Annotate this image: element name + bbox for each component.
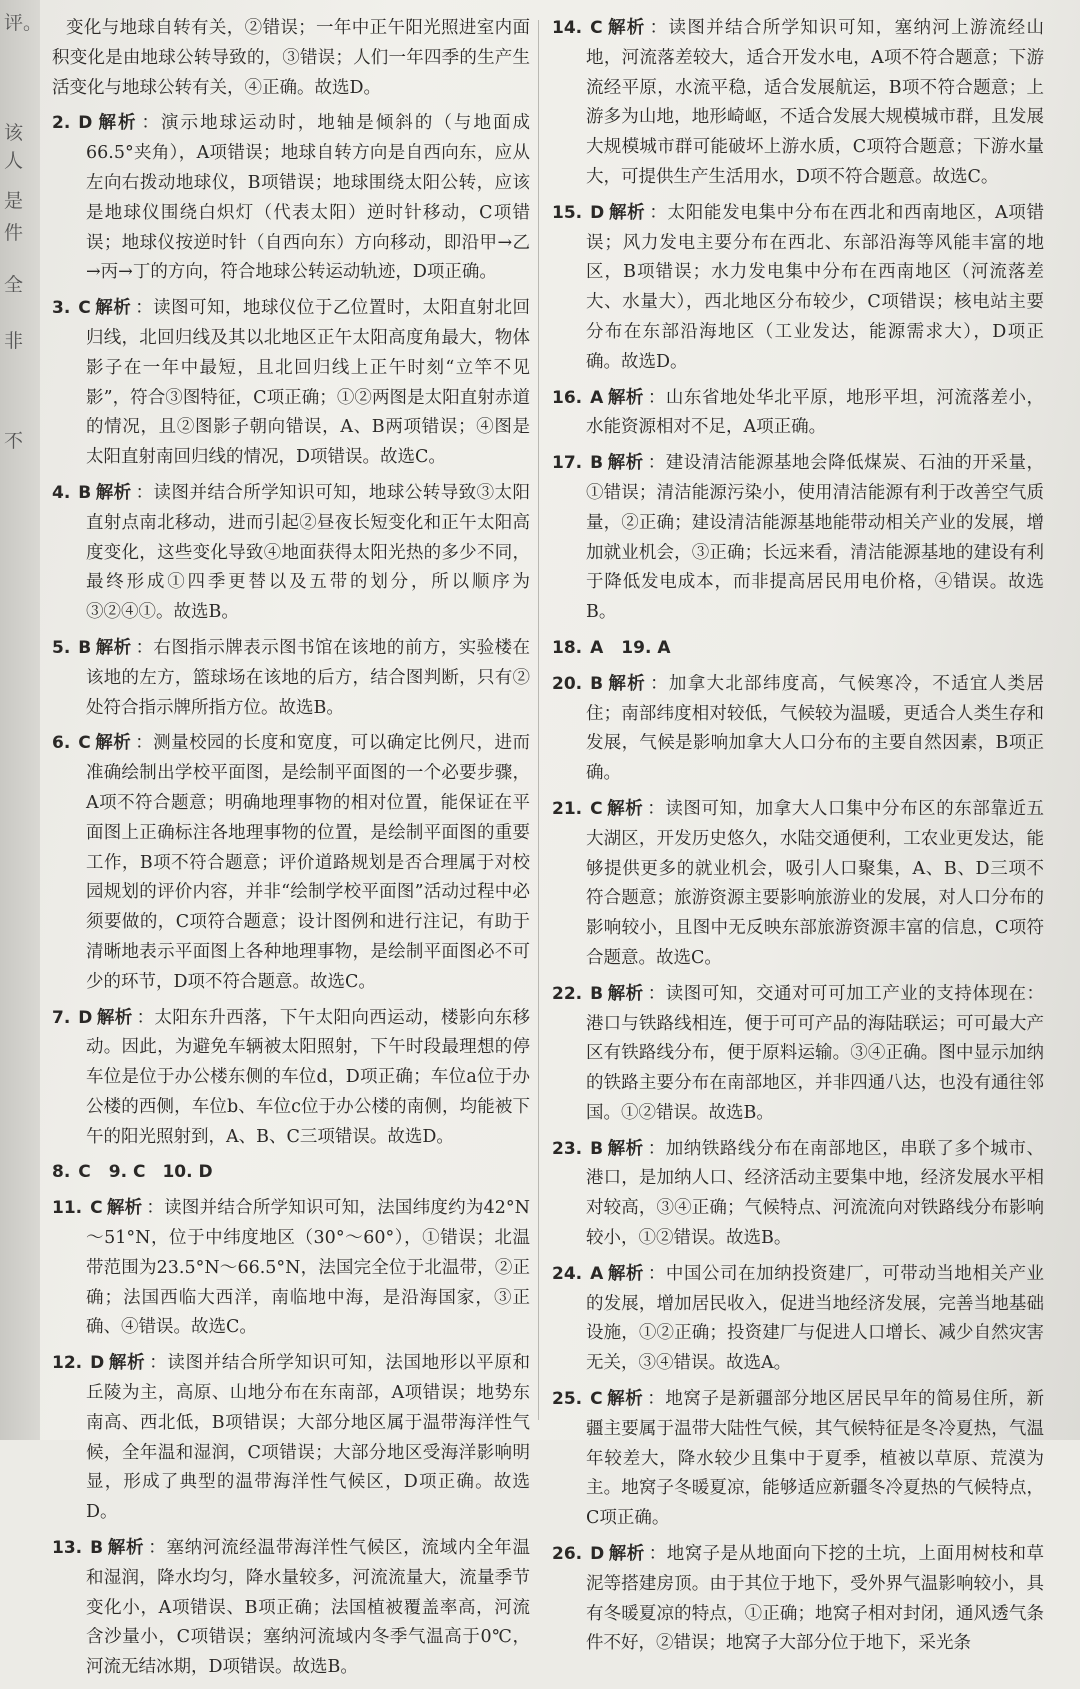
analysis-label: 解析 — [108, 1353, 146, 1374]
answer-item — [552, 14, 1044, 193]
margin-glyph: 评。 — [4, 12, 43, 34]
answer-letter: D — [90, 1353, 105, 1374]
answer-item — [52, 1194, 530, 1343]
answer-letter: D — [590, 202, 605, 223]
analysis-text: ：测量校园的长度和宽度，可以确定比例尺，进而准确绘制出学校平面图，是绘制平面图的一个必要步骤，A项不符合题意；明确地理事物的相对位置，能保证在平面图上正确标注各地理事物的位置，是绘制平面图的重要工作，B项不符合题意；评价道路规划是否合理属于对校园规划的评价内容，并非“绘制学校平面图”活动过程中必须要做的，C项符合题意；设计图例和进行注记，有助于清晰地表示平面图上各种地理事物，是绘制平面图必不可少的环节，D项不符合题意。故选C。 — [86, 733, 530, 992]
analysis-label: 解析 — [608, 202, 646, 223]
answer-item — [552, 449, 1044, 628]
answer-letter: D — [78, 113, 93, 134]
question-number: 8. — [52, 1162, 71, 1183]
question-number: 6. — [52, 733, 71, 754]
analysis-text: ：地窝子是从地面向下挖的土坑，上面用树枝和草泥等搭建房顶。由于其位于地下，受外界气温影响较小，具有冬暖夏凉的特点，①正确；地窝子相对封闭，通风透气条件不好，②错误；地窝子大部分位于地下，采光条 — [586, 1544, 1044, 1654]
question-number: 25. — [552, 1389, 583, 1410]
answer-letter: C — [590, 1389, 603, 1410]
question-number: 21. — [552, 798, 583, 819]
analysis-text: ：中国公司在加纳投资建厂，可带动当地相关产业的发展，增加居民收入，促进当地经济发展，完善当地基础设施，①②正确；投资建厂与促进人口增长、减少自然灾害无关，③④错误。故选A。 — [586, 1263, 1044, 1374]
analysis-text: ：读图可知，地球仪位于乙位置时，太阳直射北回归线，北回归线及其以北地区正午太阳高度角最大，物体影子在一年中最短，且北回归线上正午时刻“立竿不见影”，符合③图特征，C项正确；①②两图是太阳直射赤道的情况，且②图影子朝向错误，A、B两项错误；④图是太阳直射南回归线的情况，D项错误。故选C。 — [86, 298, 530, 468]
answer-letter: C — [78, 733, 91, 754]
answer-letter: B — [78, 482, 92, 503]
analysis-text: ：加纳铁路线分布在南部地区，串联了多个城市、港口，是加纳人口、经济活动主要集中地，经济发展水平相对较高，③④正确；气候特点、河流流向对铁路线分布影响较小，①②错误。故选B。 — [586, 1138, 1044, 1249]
previous-page-margin — [0, 0, 43, 1440]
answer-item — [52, 1534, 530, 1683]
analysis-label: 解析 — [96, 113, 138, 134]
answer-letter: B — [590, 673, 604, 694]
answer-letter: A — [590, 387, 604, 408]
answer-item — [52, 109, 530, 288]
answer-letter: C — [590, 18, 603, 38]
answer-item — [552, 980, 1044, 1129]
answer-item — [552, 1135, 1044, 1254]
analysis-text: ：太阳能发电集中分布在西北和西南地区，A项错误；风力发电主要分布在西北、东部沿海等风能丰富的地区，B项错误；水力发电集中分布在西南地区（河流落差大、水量大），西北地区分布较少，C项错误；核电站主要分布在东部沿海地区（工业发达，能源需求大），D项正确。故选D。 — [586, 202, 1044, 372]
answer-item — [552, 670, 1044, 789]
analysis-text: ：演示地球运动时，地轴是倾斜的（与地面成66.5°夹角），A项错误；地球自转方向是自西向东，应从左向右拨动地球仪，B项错误；地球围绕太阳公转，应该是地球仪围绕白炽灯（代表太阳）逆时针移动，C项错误；地球仪按逆时针（自西向东）方向移动，即沿甲→乙→丙→丁的方向，符合地球公转运动轨迹，D项正确。 — [86, 113, 530, 283]
question-number: 14. — [552, 18, 583, 38]
question-number: 7. — [52, 1007, 71, 1028]
question-number: 4. — [52, 482, 71, 503]
answer-item — [52, 1158, 530, 1188]
analysis-text: ：加拿大北部纬度高，气候寒冷，不适宜人类居住；南部纬度相对较低，气候较为温暖，更适合人类生存和发展，气候是影响加拿大人口分布的主要自然因素，B项正确。 — [586, 673, 1044, 784]
answer-item — [552, 795, 1044, 974]
analysis-label: 解析 — [607, 983, 644, 1004]
margin-glyph: 人 — [4, 150, 24, 172]
right-column — [552, 14, 1044, 1665]
question-number: 26. — [552, 1544, 583, 1565]
analysis-label: 解析 — [607, 1138, 644, 1159]
analysis-text: ：读图并结合所学知识可知，地球公转导致③太阳直射点南北移动，进而引起②昼夜长短变化和正午太阳高度变化，这些变化导致④地面获得太阳光热的多少不同，最终形成①四季更替以及五带的划分，所以顺序为③②④①。故选B。 — [86, 482, 530, 623]
question-number: 18. — [552, 637, 583, 658]
analysis-label: 解析 — [606, 798, 644, 819]
analysis-text: ：读图并结合所学知识可知，法国地形以平原和丘陵为主，高原、山地分布在东南部，A项错误；地势东南高、西北低，B项错误；大部分地区属于温带海洋性气候，全年温和湿润，C项错误；大部分地区受海洋影响明显，形成了典型的温带海洋性气候区，D项正确。故选D。 — [86, 1353, 530, 1523]
column-divider — [538, 20, 539, 1420]
question-number: 5. — [52, 637, 71, 658]
analysis-label: 解析 — [95, 482, 132, 503]
analysis-label: 解析 — [96, 1007, 133, 1028]
analysis-text: 变化与地球自转有关，②错误；一年中正午阳光照进室内面积变化是由地球公转导致的，③错误；人们一年四季的生产生活变化与地球公转有关，④正确。故选D。 — [52, 18, 530, 98]
question-number: 22. — [552, 983, 583, 1004]
answer-item — [52, 479, 530, 628]
answer-item — [552, 1540, 1044, 1659]
analysis-label: 解析 — [607, 387, 644, 408]
question-number: 12. — [52, 1353, 83, 1374]
answer-letter: B — [590, 983, 604, 1004]
analysis-text: ：太阳东升西落，下午太阳向西运动，楼影向东移动。因此，为避免车辆被太阳照射，下午时段最理想的停车位是位于办公楼东侧的车位d，D项正确；车位a位于办公楼的西侧，车位b、车位c位于办公楼的南侧，均能被下午的阳光照射到，A、B、C三项错误。故选D。 — [86, 1007, 530, 1147]
answer-letter: C — [590, 798, 603, 819]
answer-letter: D — [590, 1544, 605, 1565]
question-number: 17. — [552, 453, 583, 474]
answer-letter: C — [78, 1162, 91, 1183]
question-number: 2. — [52, 113, 71, 134]
margin-glyph: 全 — [4, 274, 24, 296]
margin-glyph: 不 — [4, 430, 24, 452]
analysis-text: ：读图并结合所学知识可知，塞纳河上游流经山地，河流落差较大，适合开发水电，A项不符合题意；下游流经平原，水流平稳，适合发展航运，B项不符合题意；上游多为山地，地形崎岖，不适合发展大规模城市群，且发展大规模城市群可能破坏上游水质，C项符合题意；下游水量大，可提供生产生活用水，D项不符合题意。故选C。 — [586, 18, 1044, 187]
margin-glyph: 是 — [4, 190, 24, 212]
answer-letter: C — [90, 1198, 103, 1219]
analysis-label: 解析 — [95, 637, 132, 658]
answer-item — [552, 634, 1044, 664]
answer-item — [52, 634, 530, 723]
question-number: 16. — [552, 387, 583, 408]
margin-glyph: 非 — [4, 330, 24, 352]
analysis-text: ：读图可知，交通对可可加工产业的支持体现在：港口与铁路线相连，便于可可产品的海陆联运；可可最大产区有铁路线分布，便于原料运输。③④正确。图中显示加纳的铁路主要分布在南部地区，并非四通八达，也没有通往邻国。①②错误。故选B。 — [586, 983, 1044, 1123]
answer-item — [552, 1385, 1044, 1534]
analysis-text: ：右图指示牌表示图书馆在该地的前方，实验楼在该地的左方，篮球场在该地的后方，结合图判断，只有②处符合指示牌所指方位。故选B。 — [86, 637, 530, 718]
question-number: 13. — [52, 1538, 83, 1559]
question-number: 24. — [552, 1263, 583, 1284]
analysis-text: ：读图并结合所学知识可知，法国纬度约为42°N～51°N，位于中纬度地区（30°～60°），①错误；北温带范围为23.5°N～66.5°N，法国完全位于北温带，②正确；法国西临大西洋，南临地中海，是沿海国家，③正确、④错误。故选C。 — [86, 1198, 530, 1338]
analysis-text: ：地窝子是新疆部分地区居民早年的简易住所，新疆主要属于温带大陆性气候，其气候特征是冬冷夏热，气温年较差大，降水较少且集中于夏季，植被以草原、荒漠为主。地窝子冬暖夏凉，能够适应新疆冬冷夏热的气候特点，C项正确。 — [586, 1389, 1044, 1529]
analysis-label: 解析 — [607, 453, 644, 474]
answer-letter: B — [90, 1538, 104, 1559]
analysis-label: 解析 — [94, 733, 132, 754]
answer-letter: B — [590, 453, 604, 474]
answer-item — [52, 1349, 530, 1528]
analysis-label: 解析 — [607, 673, 647, 694]
answer-item — [52, 1004, 530, 1153]
analysis-label: 解析 — [94, 298, 132, 319]
answer-letter: B — [590, 1138, 604, 1159]
analysis-text: ：山东省地处华北平原，地形平坦，河流落差小，水能资源相对不足，A项正确。 — [586, 387, 1044, 438]
analysis-text: ：建设清洁能源基地会降低煤炭、石油的开采量，①错误；清洁能源污染小，使用清洁能源有利于改善空气质量，②正确；建设清洁能源基地能带动相关产业的发展，增加就业机会，③正确；长远来看，清洁能源基地的建设有利于降低发电成本，而非提高居民用电价格，④错误。故选B。 — [586, 453, 1044, 623]
question-number: 23. — [552, 1138, 583, 1159]
analysis-label: 解析 — [107, 1538, 145, 1559]
margin-glyph: 该 — [4, 122, 24, 144]
answer-item — [52, 14, 530, 103]
additional-answers: 19. A — [621, 637, 671, 658]
question-number: 3. — [52, 298, 71, 319]
answer-letter: D — [78, 1007, 93, 1028]
answer-item — [552, 199, 1044, 378]
analysis-label: 解析 — [106, 1198, 143, 1219]
left-column — [52, 14, 530, 1689]
analysis-label: 解析 — [606, 1389, 644, 1410]
answer-item — [552, 384, 1044, 444]
answer-item — [552, 1260, 1044, 1379]
question-number: 11. — [52, 1198, 83, 1219]
analysis-label: 解析 — [607, 1263, 644, 1284]
answer-letter: A — [590, 637, 604, 658]
margin-glyph: 件 — [4, 222, 24, 244]
additional-answers: 9. C 10. D — [108, 1162, 213, 1183]
question-number: 15. — [552, 202, 583, 223]
answer-item — [52, 294, 530, 473]
analysis-label: 解析 — [606, 18, 646, 38]
answer-letter: C — [78, 298, 91, 319]
analysis-text: ：读图可知，加拿大人口集中分布区的东部靠近五大湖区，开发历史悠久，水陆交通便利，工农业更发达，能够提供更多的就业机会，吸引人口聚集，A、B、D三项不符合题意；旅游资源主要影响旅游业的发展，对人口分布的影响较小，且图中无反映东部旅游资源丰富的信息，C项符合题意。故选C。 — [586, 798, 1044, 968]
question-number: 20. — [552, 673, 583, 694]
analysis-label: 解析 — [608, 1544, 645, 1565]
answer-item — [52, 729, 530, 997]
answer-letter: A — [590, 1263, 604, 1284]
answer-letter: B — [78, 637, 92, 658]
analysis-text: ：塞纳河流经温带海洋性气候区，流域内全年温和湿润，降水均匀，降水量较多，河流流量大，流量季节变化小，A项错误、B项正确；法国植被覆盖率高，河流含沙量小，C项错误；塞纳河流域内冬季气温高于0℃，河流无结冰期，D项错误。故选B。 — [86, 1538, 530, 1678]
